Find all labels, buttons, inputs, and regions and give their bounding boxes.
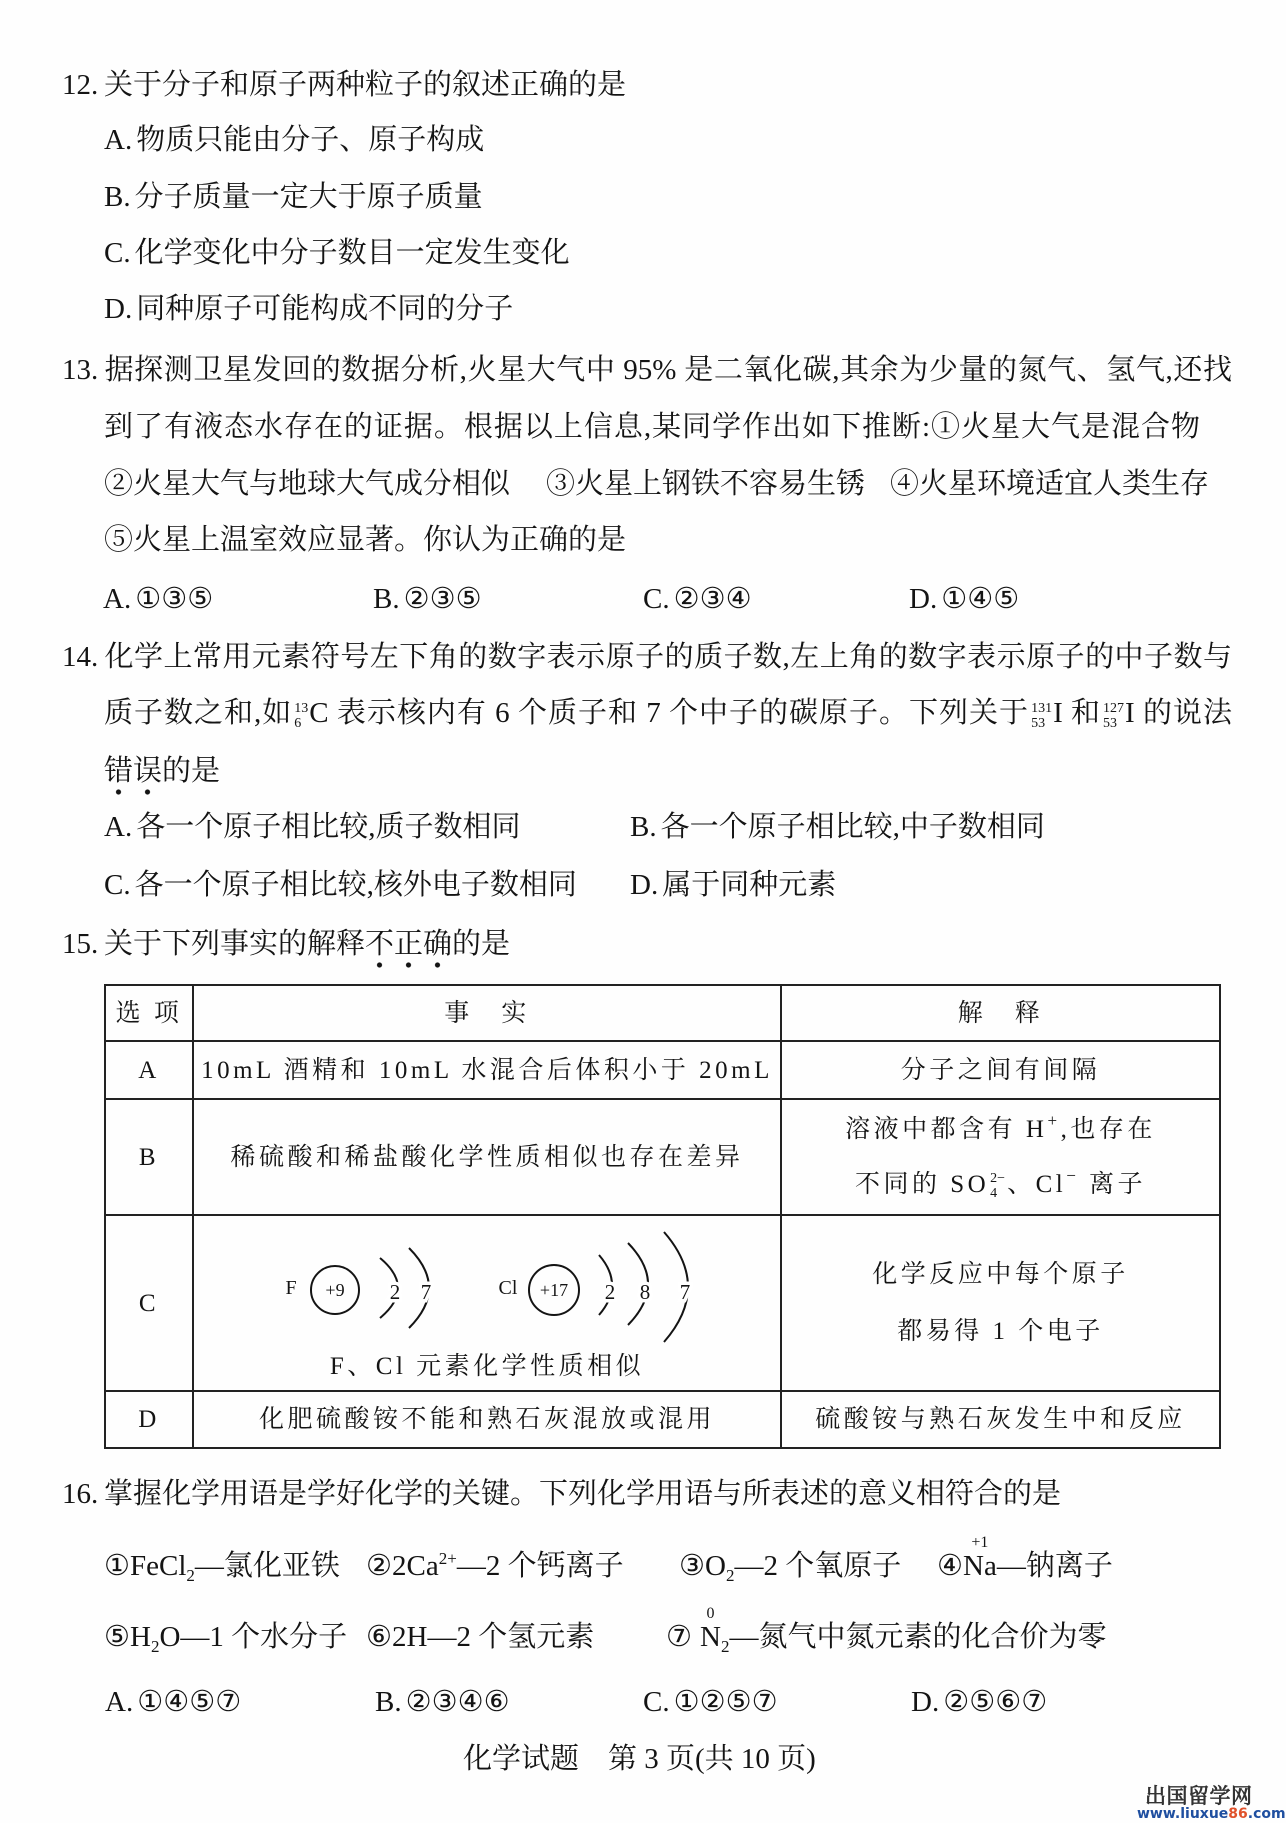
chemical-formula: Na (963, 1550, 997, 1582)
notation-item-5 (104, 1609, 347, 1665)
option-label: D. (909, 583, 938, 615)
option-label: D. (104, 293, 133, 325)
ion-charge: 2− (990, 1171, 1006, 1186)
nucleus-charge: +9 (325, 1280, 345, 1300)
item-meaning: —钠离子 (996, 1550, 1113, 1582)
mass-number: 13 (294, 701, 309, 716)
chlorine-atom-diagram (499, 1232, 691, 1342)
atomic-number: 6 (294, 716, 302, 731)
option-text: ②③④ (673, 583, 752, 615)
option-text: 各一个原子相比较,质子数相同 (136, 811, 521, 843)
item-meaning: —2 个钙离子 (456, 1550, 624, 1582)
chemical-formula: N (700, 1621, 721, 1653)
item-marker: ① (104, 1550, 130, 1582)
option-text: 属于同种元素 (662, 869, 837, 901)
option-a (104, 112, 484, 168)
atomic-number: 53 (1103, 716, 1118, 731)
option-cell: B (106, 1100, 194, 1216)
question-stem-line (104, 512, 626, 568)
item-marker: ② (366, 1550, 392, 1582)
explanation-line (855, 1157, 1146, 1212)
chemical-formula: 2Ca (392, 1550, 439, 1582)
question-number: 13. (62, 354, 99, 386)
question-number: 16. (62, 1478, 99, 1510)
option-text: 化学变化中分子数目一定发生变化 (134, 237, 570, 269)
option-c (643, 571, 752, 627)
option-text: ①④⑤ (941, 583, 1020, 615)
option-label: C. (104, 869, 131, 901)
element-symbol: C (309, 697, 329, 729)
explanation-cell (782, 1100, 1219, 1216)
footer-subject: 化学试题 (463, 1743, 580, 1775)
fluorine-atom-diagram (285, 1248, 431, 1328)
chemical-formula: FeCl (130, 1550, 187, 1582)
question-stem: 据探测卫星发回的数据分析,火星大气中 95% 是二氧化碳,其余为少量的氮气、氢气,还找 (104, 354, 1232, 386)
item-marker: ⑤ (104, 1621, 130, 1653)
header-fact: 事 实 (194, 986, 782, 1042)
option-label: C. (104, 237, 131, 269)
item-meaning: —氮气中氮元素的化合价为零 (729, 1621, 1107, 1653)
explanation-text: 不同的 SO (854, 1171, 990, 1198)
option-c (104, 225, 570, 281)
item-meaning: —2 个氧原子 (734, 1550, 902, 1582)
option-cell: D (106, 1392, 194, 1447)
option-text: 同种原子可能构成不同的分子 (136, 293, 514, 325)
item-marker: ⑥ (366, 1621, 392, 1653)
nuclide-notation-i131 (1029, 699, 1063, 731)
header-option: 选 项 (106, 986, 194, 1042)
notation-item-7 (666, 1605, 1107, 1665)
ion-charge: + (1047, 1111, 1061, 1130)
emphasized-text: 错误 (104, 755, 162, 796)
page-footer (463, 1731, 816, 1787)
option-cell: A (106, 1042, 194, 1100)
option-a (103, 571, 213, 627)
explanation-text: 、Cl (1007, 1171, 1067, 1198)
option-label: A. (105, 1686, 134, 1718)
explanation-cell (782, 1216, 1219, 1392)
option-a (104, 799, 520, 855)
formula-subscript: 2 (186, 1566, 195, 1585)
option-d (909, 571, 1019, 627)
option-label: B. (630, 811, 657, 843)
item-meaning: —1 个水分子 (180, 1621, 348, 1653)
ion-charge: 2+ (438, 1549, 457, 1568)
option-label: D. (630, 869, 659, 901)
option-d (104, 281, 513, 337)
question-stem: 掌握化学用语是学好化学的关键。下列化学用语与所表述的意义相符合的是 (104, 1478, 1062, 1510)
option-text: ②⑤⑥⑦ (943, 1686, 1048, 1718)
option-label: B. (373, 583, 400, 615)
valence-mark: 0 (706, 1605, 715, 1622)
item-marker: ③ (679, 1550, 705, 1582)
question-stem: 的说法 (1134, 697, 1232, 729)
question-stem: 。你认为正确的是 (394, 524, 627, 556)
question-stem: 到了有液态水存在的证据。根据以上信息,某同学作出如下推断: (104, 411, 931, 443)
question-stem: 质子数之和,如 (104, 697, 293, 729)
option-text: 分子质量一定大于原子质量 (134, 181, 483, 213)
valence-mark: +1 (971, 1534, 989, 1551)
option-text: 各一个原子相比较,核外电子数相同 (134, 869, 577, 901)
atom-symbol: Cl (498, 1277, 518, 1299)
option-label: A. (104, 124, 133, 156)
notation-item-4 (937, 1534, 1113, 1594)
explanation-cell: 硫酸铵与熟石灰发生中和反应 (815, 1406, 1186, 1433)
header-explanation: 解 释 (782, 986, 1219, 1042)
facts-explanations-table (104, 984, 1221, 1449)
inference-5: ⑤火星上温室效应显著 (104, 524, 395, 556)
watermark-site-name: 出国留学网 (1145, 1784, 1253, 1808)
fact-cell: 稀硫酸和稀盐酸化学性质相似也存在差异 (194, 1100, 782, 1216)
notation-item-1 (104, 1538, 340, 1594)
ion-charge: − (1066, 1166, 1080, 1185)
option-b (373, 571, 482, 627)
watermark-url (1137, 1805, 1286, 1823)
explanation-line: 化学反应中每个原子 (872, 1261, 1129, 1288)
option-label: B. (375, 1686, 402, 1718)
question-stem-line (104, 685, 1232, 741)
valence-notation (700, 1605, 721, 1653)
nuclide-notation-c13 (292, 699, 328, 731)
option-label: C. (643, 1686, 670, 1718)
watermark-url-prefix: www.liuxue (1137, 1806, 1229, 1822)
explanation-text: ,也存在 (1060, 1116, 1156, 1143)
question-number: 15. (62, 928, 99, 960)
question-stem-line (62, 342, 1232, 398)
watermark-url-accent: 86 (1228, 1806, 1248, 1822)
element-symbol: I (1053, 697, 1063, 729)
option-b (104, 169, 483, 225)
notation-item-6 (366, 1609, 594, 1665)
option-label: B. (104, 181, 131, 213)
chemical-formula: 2H (392, 1621, 428, 1653)
nuclide-numbers (1103, 701, 1124, 731)
notation-item-3 (679, 1538, 901, 1594)
question-stem-line (62, 1466, 1061, 1522)
option-b (375, 1674, 510, 1730)
explanation-cell: 分子之间有间隔 (782, 1042, 1219, 1100)
option-text: ①②⑤⑦ (673, 1686, 778, 1718)
explanation-line: 都易得 1 个电子 (897, 1318, 1104, 1345)
question-stem-line (104, 743, 220, 799)
formula-subscript: 2 (720, 1637, 730, 1656)
explanation-line (845, 1102, 1156, 1157)
chemical-formula: H (130, 1621, 151, 1653)
inference-1: ①火星大气是混合物 (930, 411, 1200, 443)
watermark-url-suffix: .com (1247, 1806, 1286, 1822)
shell-electron-count: 7 (679, 1280, 691, 1304)
option-label: A. (103, 583, 132, 615)
explanation-text: 溶液中都含有 H (845, 1116, 1048, 1143)
question-stem-line (62, 57, 626, 113)
option-label: D. (911, 1686, 940, 1718)
question-stem: 关于分子和原子两种粒子的叙述正确的是 (104, 69, 627, 101)
sulfate-charge-subscript (990, 1171, 1005, 1201)
question-stem: 和 (1062, 697, 1102, 729)
question-stem: 的是 (452, 928, 511, 960)
nucleus-charge: +17 (539, 1280, 569, 1300)
option-cell: C (106, 1216, 194, 1392)
option-b (630, 799, 1045, 855)
nuclide-notation-i127 (1101, 699, 1135, 731)
element-symbol: I (1125, 697, 1135, 729)
atomic-number: 53 (1031, 716, 1046, 731)
option-a (105, 1674, 241, 1730)
option-text: ②③④⑥ (405, 1686, 510, 1718)
explanation-text: 离子 (1079, 1171, 1147, 1198)
option-d (630, 857, 836, 913)
inference-2: ②火星大气与地球大气成分相似 (104, 468, 511, 500)
footer-page-number: 第 3 页(共 10 页) (608, 1743, 816, 1775)
ion-subscript: 4 (990, 1186, 998, 1201)
atom-symbol: F (285, 1277, 297, 1299)
chemical-formula: O (159, 1621, 181, 1653)
shell-electron-count: 2 (389, 1280, 401, 1304)
emphasized-text: 不正确 (365, 928, 452, 969)
question-stem: 表示核内有 6 个质子和 7 个中子的碳原子。下列关于 (328, 697, 1030, 729)
shell-electron-count: 7 (420, 1280, 432, 1304)
question-stem: 关于下列事实的解释 (104, 928, 366, 960)
question-stem-line (104, 399, 1200, 455)
item-meaning: —2 个氢元素 (427, 1621, 595, 1653)
fact-caption: F、Cl 元素化学性质相似 (329, 1353, 645, 1380)
option-text: ②③⑤ (403, 583, 482, 615)
chemical-formula: O (705, 1550, 726, 1582)
mass-number: 127 (1103, 701, 1125, 716)
fact-cell (194, 1216, 782, 1392)
formula-subscript: 2 (725, 1566, 735, 1585)
option-label: C. (643, 583, 670, 615)
item-meaning: —氯化亚铁 (194, 1550, 340, 1582)
question-stem-line (62, 629, 1232, 685)
inference-3: ③火星上钢铁不容易生锈 (546, 468, 866, 500)
fact-cell: 10mL 酒精和 10mL 水混合后体积小于 20mL (194, 1042, 782, 1100)
question-stem-line (62, 916, 510, 972)
notation-item-2 (366, 1538, 624, 1594)
valence-notation (963, 1534, 997, 1582)
option-d (911, 1674, 1047, 1730)
shell-electron-count: 2 (604, 1280, 616, 1304)
nuclide-numbers (1031, 701, 1052, 731)
question-number: 12. (62, 69, 99, 101)
option-text: 各一个原子相比较,中子数相同 (660, 811, 1045, 843)
question-number: 14. (62, 641, 99, 673)
inference-4: ④火星环境适宜人类生存 (890, 468, 1210, 500)
shell-electron-count: 8 (639, 1280, 651, 1304)
question-stem: 化学上常用元素符号左下角的数字表示原子的质子数,左上角的数字表示原子的中子数与 (104, 641, 1232, 673)
item-marker: ④ (937, 1550, 963, 1582)
nuclide-numbers (294, 701, 308, 731)
option-text: ①③⑤ (135, 583, 214, 615)
fact-cell: 化肥硫酸铵不能和熟石灰混放或混用 (194, 1392, 782, 1447)
formula-subscript: 2 (150, 1637, 160, 1656)
question-stem: 的是 (162, 755, 221, 787)
option-text: 物质只能由分子、原子构成 (136, 124, 485, 156)
option-label: A. (104, 811, 133, 843)
item-marker: ⑦ (666, 1621, 692, 1653)
mass-number: 131 (1031, 701, 1053, 716)
option-c (104, 857, 577, 913)
option-c (643, 1674, 778, 1730)
option-text: ①④⑤⑦ (137, 1686, 242, 1718)
